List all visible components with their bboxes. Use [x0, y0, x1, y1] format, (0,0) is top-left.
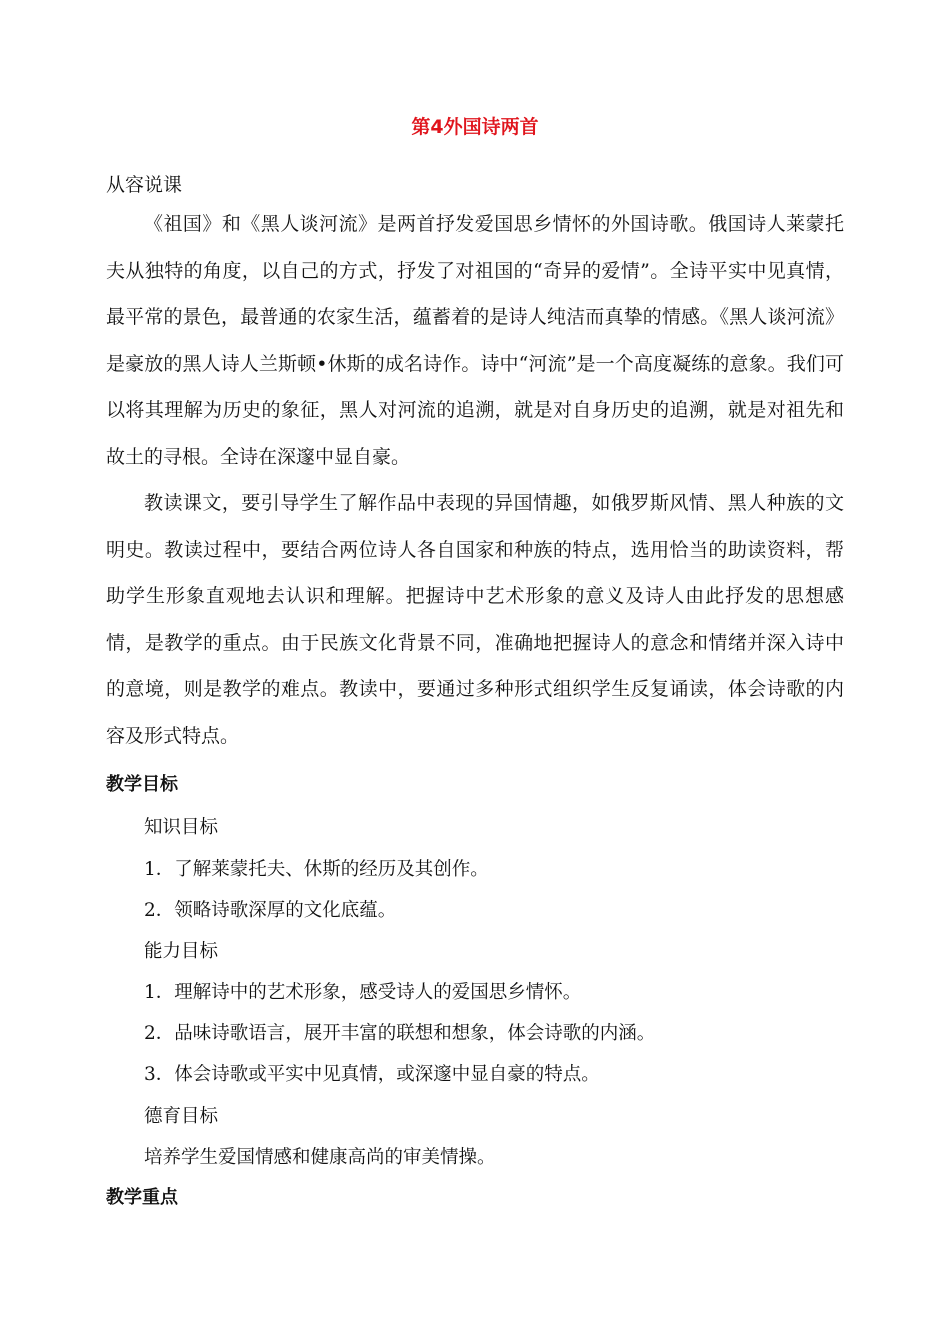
teaching-paragraph: 教读课文，要引导学生了解作品中表现的异国情趣，如俄罗斯风情、黑人种族的文明史。教读过程中，要结合两位诗人各自国家和种族的特点，选用恰当的助读资料，帮助学生形象直观地去认识和理解。把握诗中艺术形象的意义及诗人由此抒发的思想感情，是教学的重点。由于民族文化背景不同，准确地把握诗人的意念和情绪并深入诗中的意境，则是教学的难点。教读中，要通过多种形式组织学生反复诵读，体会诗歌的内容及形式特点。: [106, 492, 844, 747]
ability-goal-item: 2．品味诗歌语言，展开丰富的联想和想象，体会诗歌的内涵。: [144, 1023, 656, 1044]
moral-goal-item: 培养学生爱国情感和健康高尚的审美情操。: [144, 1147, 496, 1168]
knowledge-goal-item: 2．领略诗歌深厚的文化底蕴。: [144, 900, 397, 921]
document-title: 第4外国诗两首: [411, 116, 539, 138]
ability-goal-item: 3．体会诗歌或平实中见真情，或深邃中显自豪的特点。: [144, 1064, 600, 1085]
knowledge-goals-label: 知识目标: [144, 817, 219, 838]
ability-goals-label: 能力目标: [144, 941, 219, 962]
goals-heading: 教学目标: [106, 774, 178, 795]
focus-heading: 教学重点: [106, 1187, 178, 1208]
section-label: 从容说课: [106, 174, 183, 196]
intro-paragraph: 《祖国》和《黑人谈河流》是两首抒发爱国思乡情怀的外国诗歌。俄国诗人莱蒙托夫从独特的角度，以自己的方式，抒发了对祖国的“奇异的爱情”。全诗平实中见真情，最平常的景色，最普通的农家生活，蕴蓄着的是诗人纯洁而真挚的情感。《黑人谈河流》是豪放的黑人诗人兰斯顿•休斯的成名诗作。诗中“河流”是一个高度凝练的意象。我们可以将其理解为历史的象征，黑人对河流的追溯，就是对自身历史的追溯，就是对祖先和故土的寻根。全诗在深邃中显自豪。: [106, 213, 844, 468]
knowledge-goal-item: 1．了解莱蒙托夫、休斯的经历及其创作。: [144, 859, 489, 880]
ability-goal-item: 1．理解诗中的艺术形象，感受诗人的爱国思乡情怀。: [144, 982, 582, 1003]
moral-goals-label: 德育目标: [144, 1106, 219, 1127]
